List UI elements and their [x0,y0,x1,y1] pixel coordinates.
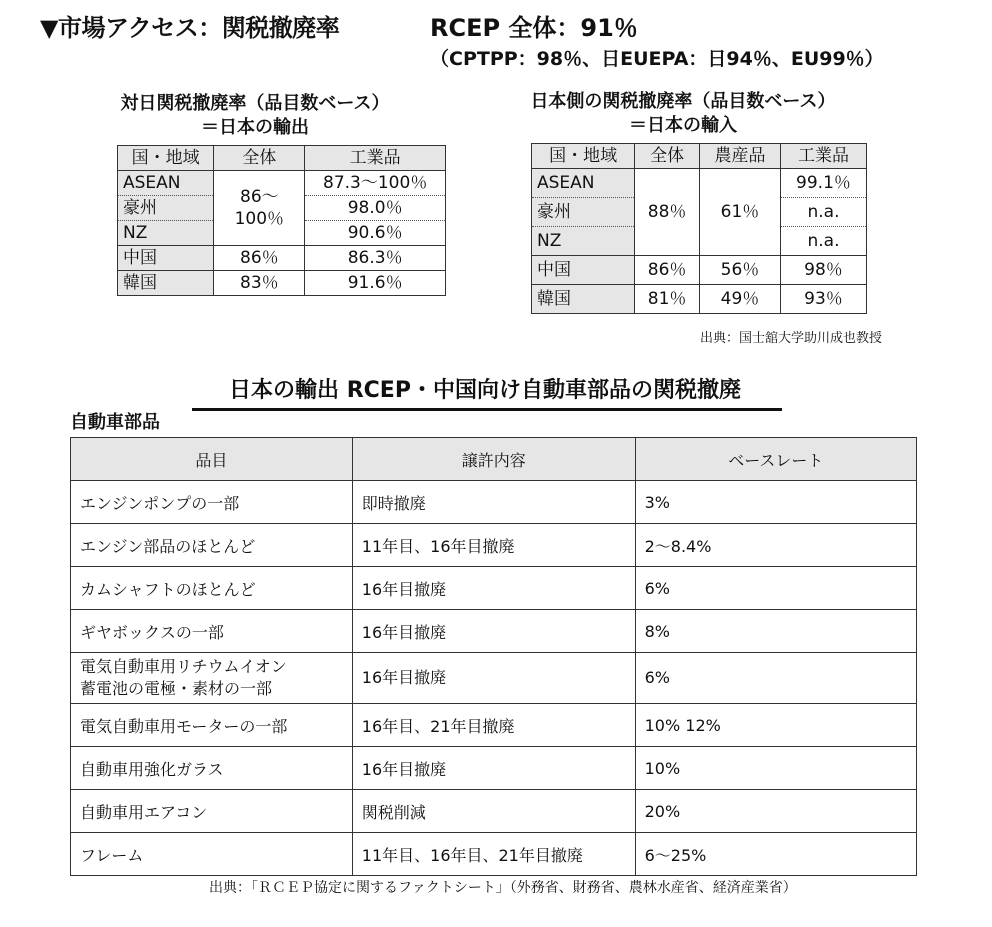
source-note-1: 出典：国士舘大学助川成也教授 [700,331,883,346]
col-header: 国・地域 [532,144,635,169]
rate-cell: 3% [635,481,916,524]
japan-export-tariff-table [117,145,446,296]
col-header: 譲許内容 [352,438,635,481]
table-row [71,704,917,747]
section-title: 日本の輸出 RCEP・中国向け自動車部品の関税撤廃 [229,378,741,403]
rate-cell: 10% [635,747,916,790]
industrial-cell: 90.6％ [305,221,446,246]
right-caption-line2: ＝日本の輸入 [629,115,737,136]
col-header: 農産品 [700,144,781,169]
col-header: 工業品 [305,146,446,171]
country-cell: NZ [118,221,214,246]
concession-cell: 16年目撤廃 [352,610,635,653]
concession-cell: 16年目撤廃 [352,747,635,790]
rate-cell: 6% [635,653,916,704]
rcep-total: RCEP 全体：91％ [430,14,638,42]
overall-group-cell: 88％ [635,169,700,256]
agri-group-cell: 61％ [700,169,781,256]
col-header: 全体 [635,144,700,169]
concession-cell: 16年目、21年目撤廃 [352,704,635,747]
item-line1: 電気自動車用リチウムイオン [80,657,287,676]
japan-import-tariff-table [531,143,867,314]
item-cell: ギヤボックスの一部 [71,610,353,653]
table-row [71,833,917,876]
table-row [71,567,917,610]
left-caption-line2: ＝日本の輸出 [201,117,309,138]
industrial-cell: 99.1％ [780,169,866,198]
agri-cell: 56％ [700,256,781,285]
table-row [71,481,917,524]
col-header: 全体 [214,146,305,171]
table-row [71,653,917,704]
industrial-cell: 87.3～100％ [305,171,446,196]
col-header: 品目 [71,438,353,481]
country-cell: 中国 [532,256,635,285]
rate-cell: 6～25% [635,833,916,876]
concession-cell: 11年目、16年目撤廃 [352,524,635,567]
country-cell: 豪州 [532,198,635,227]
country-cell: 中国 [118,246,214,271]
rate-cell: 20% [635,790,916,833]
concession-cell: 16年目撤廃 [352,567,635,610]
page-title: ▼市場アクセス：関税撤廃率 [40,14,340,42]
item-cell: エンジンポンプの一部 [71,481,353,524]
item-cell: エンジン部品のほとんど [71,524,353,567]
left-caption-line1: 対日関税撤廃率（品目数ベース） [120,93,390,114]
overall-cell: 81％ [635,285,700,314]
col-header: ベースレート [635,438,916,481]
auto-parts-table [70,437,917,876]
industrial-cell: 98％ [780,256,866,285]
industrial-cell: 93％ [780,285,866,314]
concession-cell: 11年目、16年目、21年目撤廃 [352,833,635,876]
country-cell: ASEAN [532,169,635,198]
item-cell: 自動車用エアコン [71,790,353,833]
agri-cell: 49％ [700,285,781,314]
left-table-caption [90,92,420,140]
comparison-note: （CPTPP：98％、日EUEPA：日94％、EU99％） [430,48,884,70]
industrial-cell: n.a. [780,198,866,227]
table-row [71,790,917,833]
section-label: 自動車部品 [70,412,160,433]
item-cell: カムシャフトのほとんど [71,567,353,610]
overall-cell: 83％ [214,271,305,296]
col-header: 工業品 [780,144,866,169]
item-line2: 蓄電池の電極・素材の一部 [80,679,273,698]
source-note-2: 出典：「ＲＣＥＰ協定に関するファクトシート」（外務省、財務省、農林水産省、経済産業省） [209,880,797,896]
rate-cell: 8% [635,610,916,653]
concession-cell: 関税削減 [352,790,635,833]
table-row [71,610,917,653]
country-cell: 韓国 [118,271,214,296]
country-cell: 韓国 [532,285,635,314]
country-cell: NZ [532,227,635,256]
section-underline [192,408,782,411]
concession-cell: 即時撤廃 [352,481,635,524]
right-caption-line1: 日本側の関税撤廃率（品目数ベース） [530,91,836,112]
overall-cell: 86％ [635,256,700,285]
concession-cell: 16年目撤廃 [352,653,635,704]
industrial-cell: 98.0％ [305,196,446,221]
overall-group-cell: 86～100％ [214,171,305,246]
overall-cell: 86％ [214,246,305,271]
right-table-caption [498,90,868,138]
country-cell: ASEAN [118,171,214,196]
rate-cell: 10% 12% [635,704,916,747]
item-cell: フレーム [71,833,353,876]
col-header: 国・地域 [118,146,214,171]
item-cell: 電気自動車用モーターの一部 [71,704,353,747]
item-cell [71,653,353,704]
table-row [71,747,917,790]
industrial-cell: 91.6％ [305,271,446,296]
rate-cell: 2～8.4% [635,524,916,567]
rate-cell: 6% [635,567,916,610]
industrial-cell: 86.3％ [305,246,446,271]
country-cell: 豪州 [118,196,214,221]
table-row [71,524,917,567]
industrial-cell: n.a. [780,227,866,256]
item-cell: 自動車用強化ガラス [71,747,353,790]
